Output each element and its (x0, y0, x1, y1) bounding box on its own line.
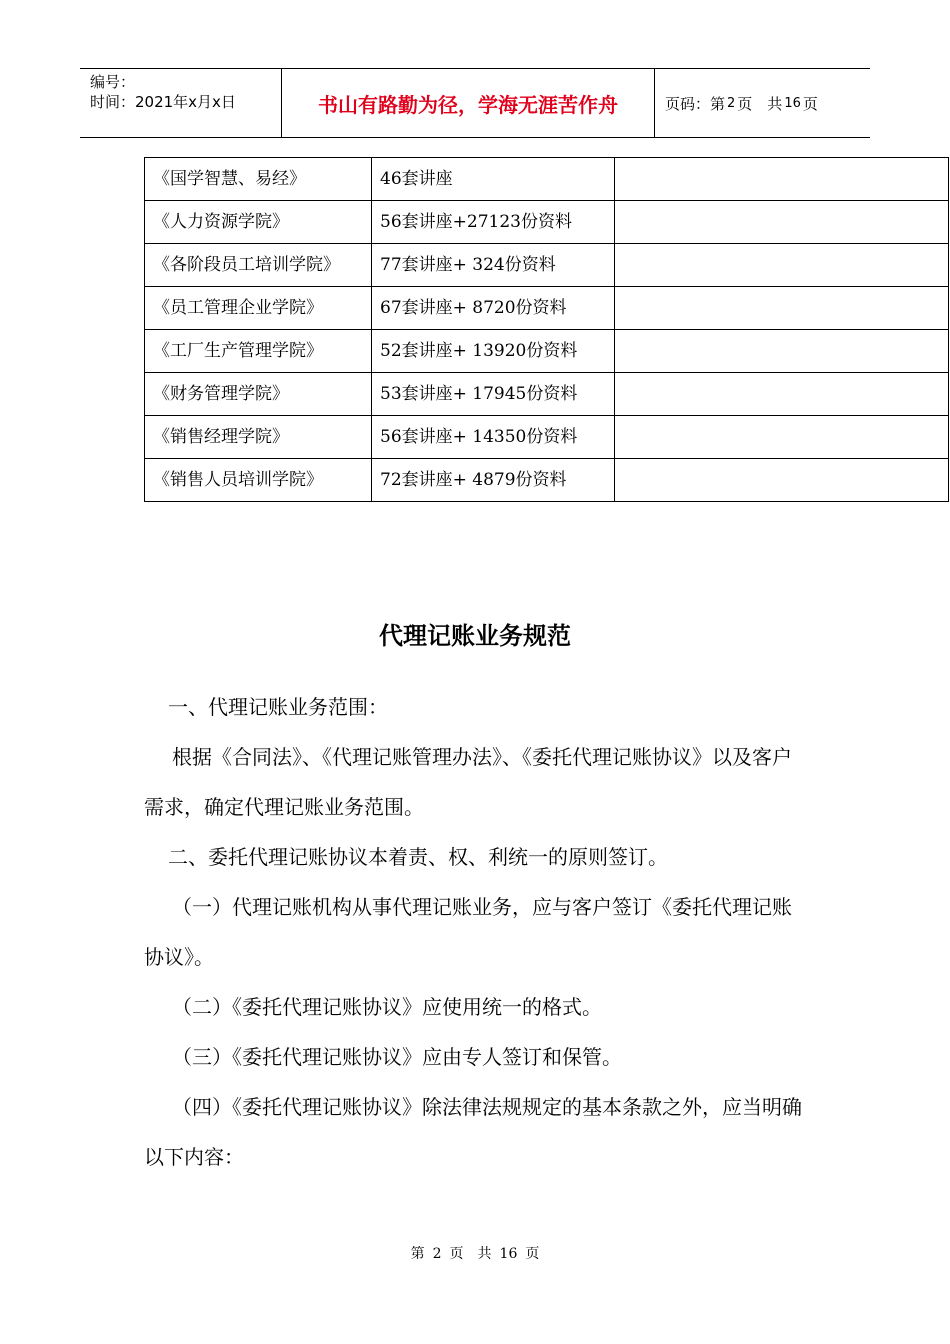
course-name-cell: 《销售人员培训学院》 (145, 459, 372, 502)
course-note-cell (615, 416, 949, 459)
course-content-cell: 72套讲座+ 4879份资料 (372, 459, 615, 502)
document-title: 代理记账业务规范 (379, 622, 571, 650)
table-row (145, 416, 949, 459)
page-prefix: 页码：第 (665, 94, 726, 113)
footer-prefix: 第 (410, 1246, 425, 1262)
course-content-cell: 53套讲座+ 17945份资料 (372, 373, 615, 416)
table-row (145, 201, 949, 244)
paragraph-item-2: （二）《委托代理记账协议》应使用统一的格式。 (172, 995, 602, 1019)
course-name-cell: 《员工管理企业学院》 (145, 287, 372, 330)
course-name-cell: 《财务管理学院》 (145, 373, 372, 416)
page-mid: 页 共 (737, 94, 783, 113)
course-note-cell (615, 244, 949, 287)
course-table (144, 157, 949, 502)
paragraph-scope: 根据《合同法》、《代理记账管理办法》、《委托代理记账协议》以及客户需求，确定代理记账业务范围。 (144, 745, 792, 819)
course-note-cell (615, 201, 949, 244)
header-page-number (655, 69, 870, 137)
page-footer (0, 1244, 950, 1264)
course-note-cell (615, 459, 949, 502)
page-current: 2 (727, 95, 736, 111)
course-note-cell (615, 287, 949, 330)
footer-total: 16 (499, 1246, 518, 1262)
table-row (145, 158, 949, 201)
course-content-cell: 56套讲座+ 14350份资料 (372, 416, 615, 459)
course-content-cell: 46套讲座 (372, 158, 615, 201)
paragraph-section-2: 二、委托代理记账协议本着责、权、利统一的原则签订。 (168, 845, 668, 869)
table-row (145, 459, 949, 502)
paragraph-item-4: （四）《委托代理记账协议》除法律法规规定的基本条款之外，应当明确以下内容： (144, 1095, 802, 1169)
table-row (145, 373, 949, 416)
course-content-cell: 77套讲座+ 324份资料 (372, 244, 615, 287)
course-table-body (145, 158, 949, 502)
footer-mid: 页 共 (449, 1246, 492, 1262)
page-total: 16 (784, 95, 801, 111)
paragraph-item-3: （三）《委托代理记账协议》应由专人签订和保管。 (172, 1045, 622, 1069)
course-name-cell: 《工厂生产管理学院》 (145, 330, 372, 373)
course-content-cell: 56套讲座+27123份资料 (372, 201, 615, 244)
page-header (80, 68, 870, 138)
footer-current: 2 (432, 1246, 442, 1262)
serial-label: 编号： (90, 73, 136, 91)
course-name-cell: 《人力资源学院》 (145, 201, 372, 244)
paragraph-item-1: （一）代理记账机构从事代理记账业务，应与客户签订《委托代理记账协议》。 (144, 895, 792, 969)
course-note-cell (615, 158, 949, 201)
table-row (145, 244, 949, 287)
course-note-cell (615, 330, 949, 373)
page-suffix: 页 (802, 94, 818, 113)
course-content-cell: 67套讲座+ 8720份资料 (372, 287, 615, 330)
table-row (145, 287, 949, 330)
paragraph-section-1: 一、代理记账业务范围： (168, 695, 388, 719)
header-motto: 书山有路勤为径，学海无涯苦作舟 (282, 69, 655, 137)
course-content-cell: 52套讲座+ 13920份资料 (372, 330, 615, 373)
table-row (145, 330, 949, 373)
course-note-cell (615, 373, 949, 416)
course-name-cell: 《各阶段员工培训学院》 (145, 244, 372, 287)
document-content (144, 682, 804, 1182)
course-name-cell: 《销售经理学院》 (145, 416, 372, 459)
course-name-cell: 《国学智慧、易经》 (145, 158, 372, 201)
footer-suffix: 页 (525, 1246, 540, 1262)
header-meta (80, 69, 282, 137)
date-label: 时间：2021年x月x日 (90, 93, 236, 111)
